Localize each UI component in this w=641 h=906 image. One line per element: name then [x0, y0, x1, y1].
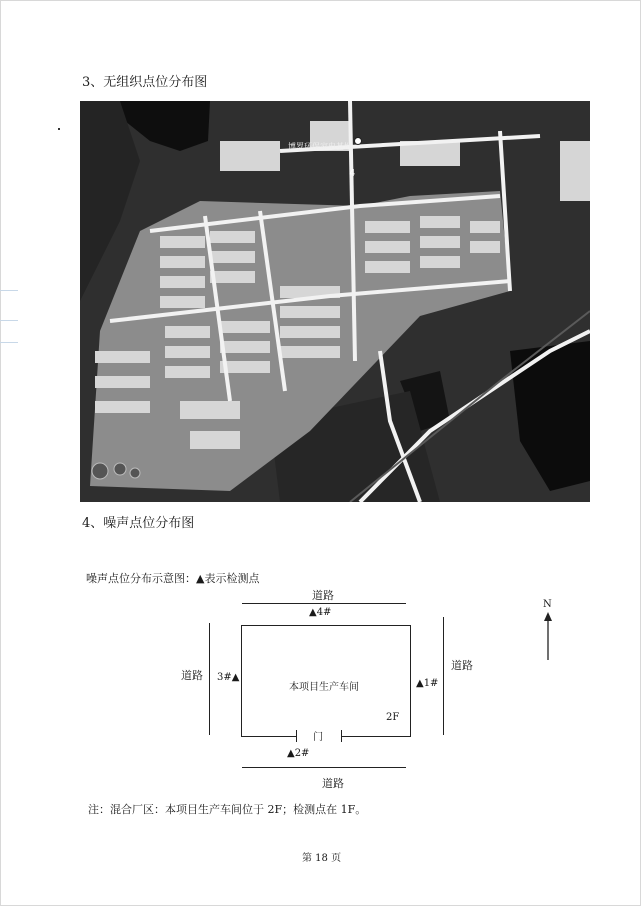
- road-top-label: 道路: [312, 589, 334, 602]
- north-label: N: [543, 599, 552, 610]
- note-text: 注：混合厂区：本项目生产车间位于 2F；检测点在 1F。: [88, 803, 367, 816]
- section4-title: 4、噪声点位分布图: [82, 516, 195, 531]
- floor-label: 2F: [386, 712, 400, 723]
- aerial-map-image: [80, 101, 590, 502]
- map-point-4-label: 4: [349, 168, 356, 179]
- road-left-line: [209, 623, 210, 735]
- building-label: 本项目生产车间: [289, 682, 359, 693]
- scan-speck: [58, 128, 60, 130]
- noise-point-3: 3#▲: [217, 672, 240, 683]
- road-bottom-label: 道路: [322, 777, 344, 790]
- noise-point-1: ▲1#: [416, 678, 439, 689]
- gate-label: 门: [313, 732, 323, 743]
- noise-point-4: ▲4#: [309, 607, 332, 618]
- road-right-line: [443, 617, 444, 735]
- road-bottom-line: [242, 767, 406, 768]
- noise-point-2: ▲2#: [287, 748, 310, 759]
- gate-post-right: [341, 730, 342, 742]
- gate-post-left: [296, 730, 297, 742]
- map-location-label: 博罗环保家电基地: [288, 142, 352, 151]
- road-top-line: [242, 603, 406, 604]
- road-left-label: 道路: [181, 669, 203, 682]
- road-right-label: 道路: [451, 659, 473, 672]
- section3-title: 3、无组织点位分布图: [82, 75, 208, 90]
- page-number: 第 18 页: [302, 853, 342, 864]
- north-arrow-icon: [542, 612, 554, 662]
- diagram-caption: 噪声点位分布示意图：▲表示检测点: [86, 572, 260, 585]
